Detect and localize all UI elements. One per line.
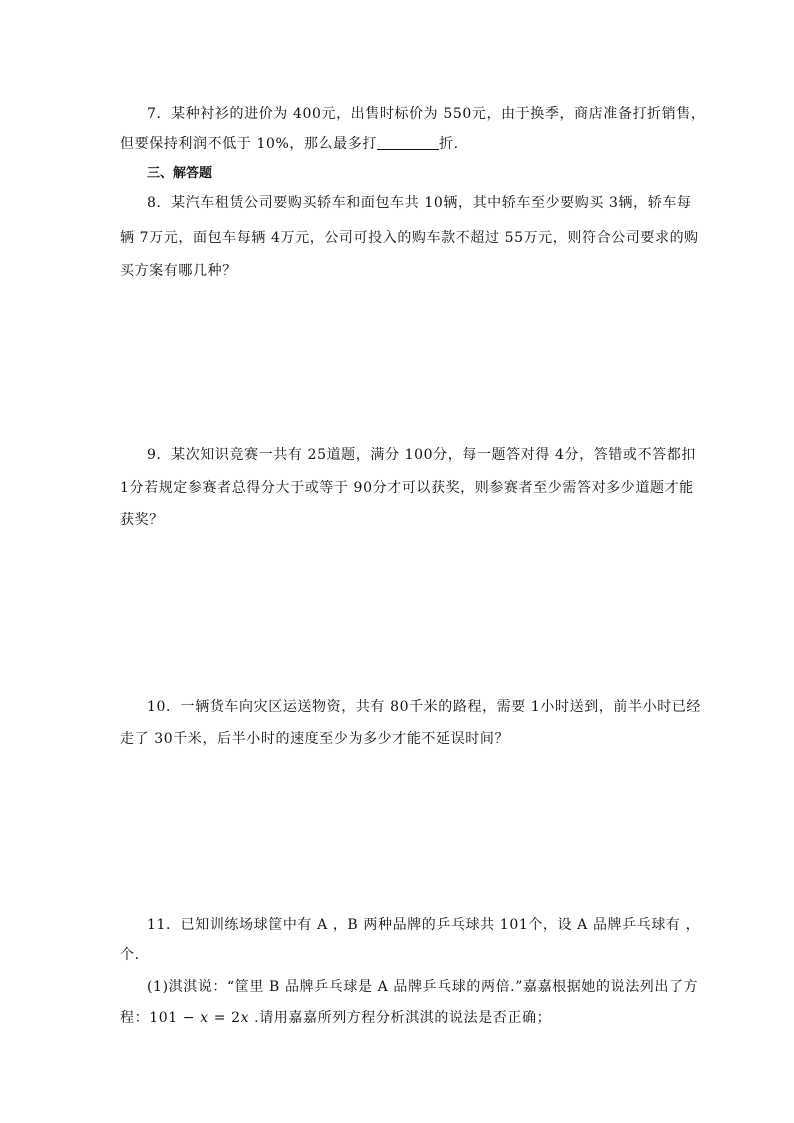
q11-sub1-line-1: (1)淇淇说：“筐里 B 品牌乒乓球是 A 品牌乒乓球的两倍.”嘉嘉根据她的说法列出了方	[147, 979, 699, 995]
q9-line-3: 获奖？	[120, 512, 164, 528]
q7-line-1: 7．某种衬衫的进价为 400元，出售时标价为 550元，由于换季，商店准备打折销售，	[147, 106, 706, 122]
q9-line-1: 9．某次知识竞赛一共有 25道题，满分 100分，每一题答对得 4分，答错或不答都扣	[147, 447, 696, 463]
q7-line-2-text: 但要保持利润不低于 10%，那么最多打	[120, 136, 377, 152]
q7-answer-blank	[377, 135, 439, 150]
q7-line-2	[120, 134, 676, 154]
section-3-heading: 三、解答题	[147, 166, 213, 181]
q10-line-2: 走了 30千米，后半小时的速度至少为多少才能不延误时间？	[120, 731, 510, 747]
q9-line-2: 1分若规定参赛者总得分大于或等于 90分才可以获奖，则参赛者至少需答对多少道题才能	[120, 480, 694, 496]
q11-equation-mid: = 2	[208, 1010, 241, 1026]
q11-equation-var-1: x	[200, 1010, 209, 1026]
q11-equation-var-2: x	[240, 1010, 250, 1026]
q7-line-2-end: 折.	[438, 136, 459, 152]
q11-line-1: 11．已知训练场球筐中有 A ，B 两种品牌的乒乓球共 101个，设 A 品牌乒乓球有 ，	[147, 917, 701, 933]
q8-line-1: 8．某汽车租赁公司要购买轿车和面包车共 10辆，其中轿车至少要购买 3辆，轿车每	[147, 195, 692, 211]
q11-equation-lhs: 程：101 −	[120, 1010, 201, 1026]
q11-line-2: 个.	[120, 947, 140, 963]
q11-sub1-line-2	[120, 1008, 676, 1028]
q8-line-2: 辆 7万元，面包车每辆 4万元，公司可投入的购车款不超过 55万元，则符合公司要求的购	[120, 230, 699, 246]
q10-line-1: 10．一辆货车向灾区运送物资，共有 80千米的路程，需要 1小时送到，前半小时已经	[147, 699, 702, 715]
q8-line-3: 买方案有哪几种？	[120, 263, 237, 279]
q11-sub1-instruction: .请用嘉嘉所列方程分析淇淇的说法是否正确；	[249, 1010, 552, 1026]
